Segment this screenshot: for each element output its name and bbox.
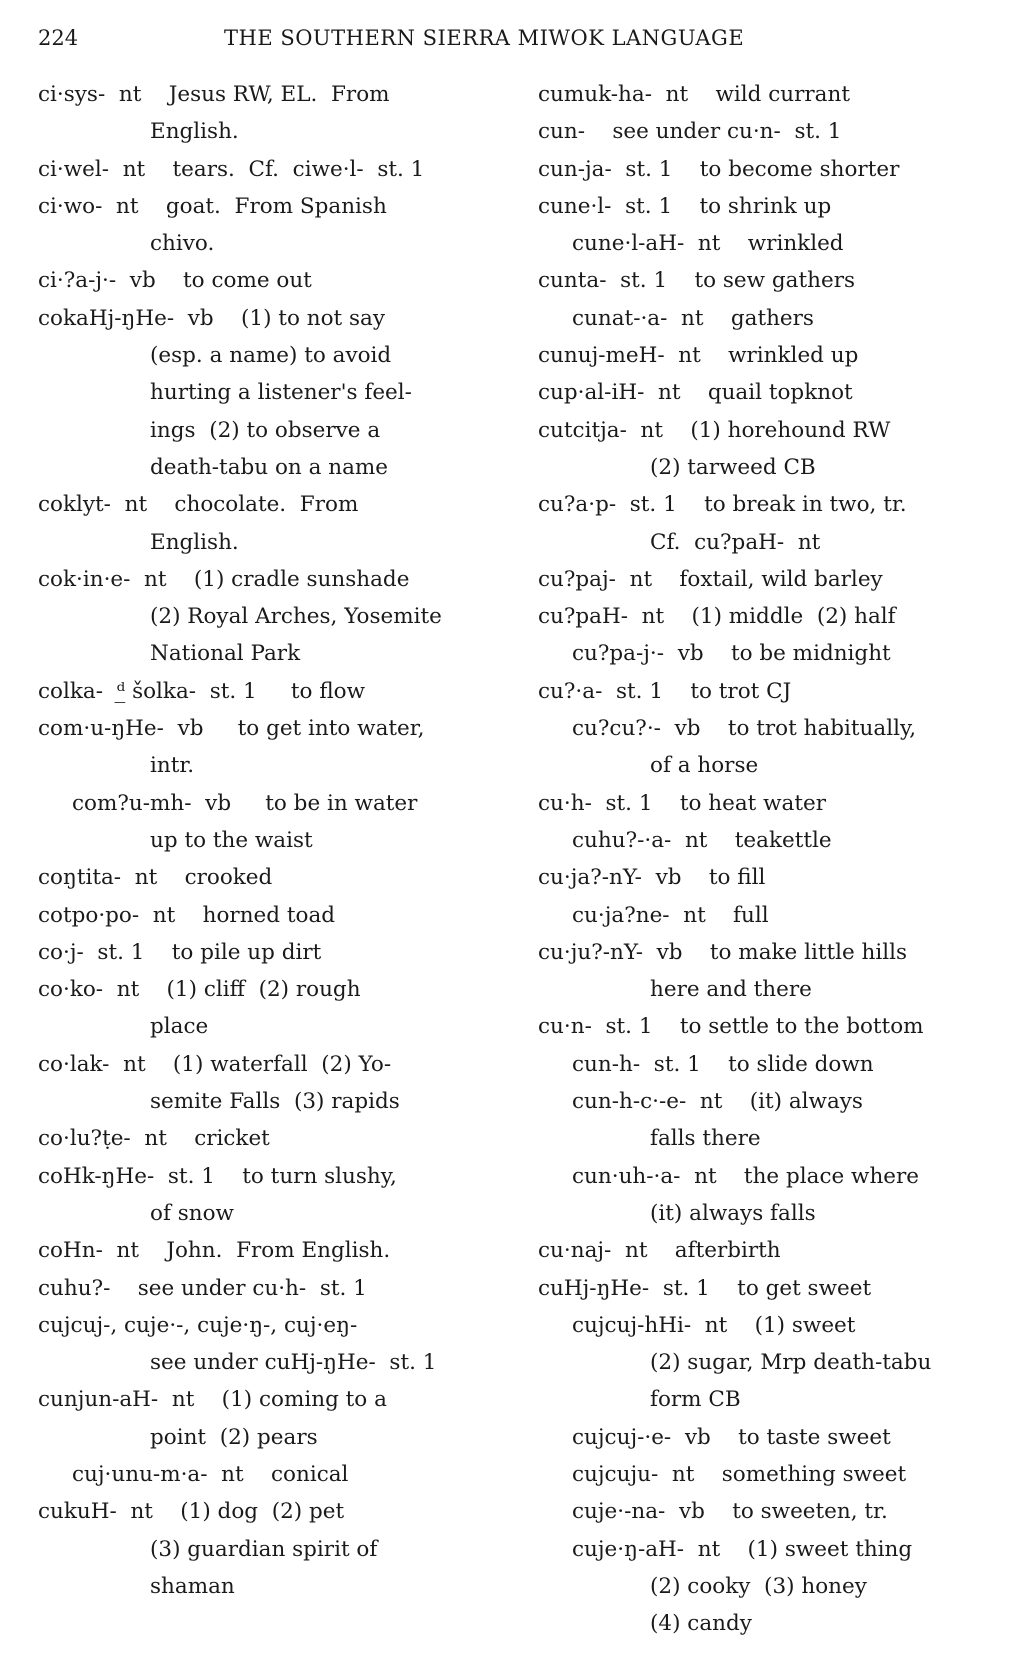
dictionary-entry-line: ci·sys- nt Jesus RW, EL. From	[38, 82, 390, 107]
dictionary-entry-line: cotpo·po- nt horned toad	[38, 902, 336, 928]
continuation-line: of snow	[150, 1200, 234, 1226]
dictionary-entry-line: cun-ja- st. 1 to become shorter	[538, 156, 900, 182]
continuation-line: (it) always falls	[650, 1200, 816, 1226]
dictionary-entry-line: cup·al-iH- nt quail topknot	[538, 380, 853, 406]
continuation-line: death-tabu on a name	[150, 454, 389, 480]
sub-entry-line: cuje·ŋ-aH- nt (1) sweet thing	[572, 1536, 913, 1562]
continuation-line: Cf. cu?paH- nt	[650, 529, 821, 555]
dictionary-entry-line: cune·l- st. 1 to shrink up	[538, 193, 832, 219]
continuation-line: semite Falls (3) rapids	[150, 1089, 400, 1115]
dictionary-entry-line: cujcuj-, cuje·-, cuje·ŋ-, cuj·eŋ-	[38, 1312, 358, 1338]
continuation-line: hurting a listener's feel-	[150, 380, 412, 406]
continuation-line: chivo.	[150, 231, 215, 257]
left-column	[38, 76, 516, 1605]
dictionary-entry-line: co·lu?ṭe- nt cricket	[38, 1126, 270, 1152]
continuation-line: place	[150, 1014, 209, 1040]
continuation-line: falls there	[650, 1126, 761, 1152]
continuation-line: up to the waist	[150, 827, 313, 853]
dictionary-entry-line: cu?·a- st. 1 to trot CJ	[538, 678, 792, 704]
dictionary-entry-line: com·u-ŋHe- vb to get into water,	[38, 716, 425, 742]
dictionary-entry-line: co·ko- nt (1) cliff (2) rough	[38, 977, 361, 1003]
sub-entry-line: cu·ja?ne- nt full	[572, 902, 769, 928]
continuation-line: (esp. a name) to avoid	[150, 343, 392, 369]
sub-entry-line: cujcuju- nt something sweet	[572, 1461, 907, 1487]
dictionary-entry-line: cu·h- st. 1 to heat water	[538, 790, 827, 816]
dictionary-entry-line: cuHj-ŋHe- st. 1 to get sweet	[538, 1275, 872, 1301]
dictionary-entry-line: coklyt- nt chocolate. From	[38, 492, 359, 518]
sub-entry-line: cujcuj-·e- vb to taste sweet	[572, 1424, 891, 1450]
sub-entry-line: cune·l-aH- nt wrinkled	[572, 231, 844, 257]
sub-entry-line: cu?cu?·- vb to trot habitually,	[572, 716, 917, 742]
dictionary-entry-line: cu?paj- nt foxtail, wild barley	[538, 566, 883, 592]
continuation-line: (2) cooky (3) honey	[650, 1573, 867, 1599]
continuation-line: (2) Royal Arches, Yosemite	[150, 604, 442, 630]
page-number: 224	[38, 26, 79, 50]
right-column	[538, 76, 1020, 1642]
continuation-line: National Park	[150, 641, 301, 667]
continuation-line: here and there	[650, 977, 812, 1003]
dictionary-entry-line: coŋtita- nt crooked	[38, 865, 273, 891]
dictionary-entry-line: cu·ju?-nY- vb to make little hills	[538, 939, 908, 965]
dictionary-entry-line: cok·in·e- nt (1) cradle sunshade	[38, 566, 410, 592]
sub-entry-line: cuj·unu-m·a- nt conical	[72, 1461, 349, 1487]
sub-entry-line: com?u-mh- vb to be in water	[72, 790, 418, 816]
dictionary-entry-line: co·lak- nt (1) waterfall (2) Yo-	[38, 1051, 392, 1077]
dictionary-entry-line: cokaHj-ŋHe- vb (1) to not say	[38, 305, 385, 331]
sub-entry-line: cun·uh-·a- nt the place where	[572, 1163, 920, 1189]
dictionary-entry-line: cun- see under cu·n- st. 1	[538, 119, 842, 145]
dictionary-entry-line: cu·naj- nt afterbirth	[538, 1238, 781, 1264]
continuation-line: English.	[150, 529, 239, 555]
sub-entry-line: cuje·-na- vb to sweeten, tr.	[572, 1499, 888, 1525]
sub-entry-line: cun-h-c·-e- nt (it) always	[572, 1089, 863, 1115]
continuation-line: (2) tarweed CB	[650, 454, 816, 480]
dictionary-entry-line: cukuH- nt (1) dog (2) pet	[38, 1499, 345, 1525]
dictionary-entry-line: ci·wo- nt goat. From Spanish	[38, 193, 387, 219]
continuation-line: see under cuHj-ŋHe- st. 1	[150, 1350, 437, 1376]
dictionary-entry-line: colka- ᵈ̲ šolka- st. 1 to flow	[38, 678, 366, 704]
dictionary-entry-line: cu?a·p- st. 1 to break in two, tr.	[538, 492, 907, 518]
dictionary-entry-line: cunuj-meH- nt wrinkled up	[538, 343, 859, 369]
dictionary-entry-line: ci·?a-j·- vb to come out	[38, 268, 312, 294]
continuation-line: ings (2) to observe a	[150, 417, 381, 443]
dictionary-entry-line: coHn- nt John. From English.	[38, 1238, 391, 1264]
dictionary-entry-line: coHk-ŋHe- st. 1 to turn slushy,	[38, 1163, 397, 1189]
sub-entry-line: cun-h- st. 1 to slide down	[572, 1051, 874, 1077]
sub-entry-line: cuhu?-·a- nt teakettle	[572, 827, 832, 853]
dictionary-entry-line: co·j- st. 1 to pile up dirt	[38, 939, 322, 965]
continuation-line: intr.	[150, 753, 195, 779]
sub-entry-line: cujcuj-hHi- nt (1) sweet	[572, 1312, 856, 1338]
sub-entry-line: cunat-·a- nt gathers	[572, 305, 814, 331]
continuation-line: of a horse	[650, 753, 759, 779]
continuation-line: shaman	[150, 1573, 235, 1599]
continuation-line: (2) sugar, Mrp death-tabu	[650, 1350, 932, 1376]
dictionary-entry-line: cumuk-ha- nt wild currant	[538, 82, 850, 107]
dictionary-entry-line: cunta- st. 1 to sew gathers	[538, 268, 855, 294]
continuation-line: point (2) pears	[150, 1424, 318, 1450]
dictionary-entry-line: cuhu?- see under cu·h- st. 1	[38, 1275, 367, 1301]
dictionary-entry-line: cunjun-aH- nt (1) coming to a	[38, 1387, 387, 1413]
dictionary-entry-line: cu?paH- nt (1) middle (2) half	[538, 604, 896, 630]
continuation-line: form CB	[650, 1387, 741, 1413]
dictionary-entry-line: cutcitja- nt (1) horehound RW	[538, 417, 891, 443]
dictionary-entry-line: ci·wel- nt tears. Cf. ciwe·l- st. 1	[38, 156, 425, 182]
continuation-line: (4) candy	[650, 1611, 752, 1637]
dictionary-entry-line: cu·ja?-nY- vb to fill	[538, 865, 766, 891]
dictionary-entry-line: cu·n- st. 1 to settle to the bottom	[538, 1014, 924, 1040]
page-title: THE SOUTHERN SIERRA MIWOK LANGUAGE	[224, 26, 745, 50]
continuation-line: (3) guardian spirit of	[150, 1536, 378, 1562]
continuation-line: English.	[150, 119, 239, 145]
sub-entry-line: cu?pa-j·- vb to be midnight	[572, 641, 891, 667]
